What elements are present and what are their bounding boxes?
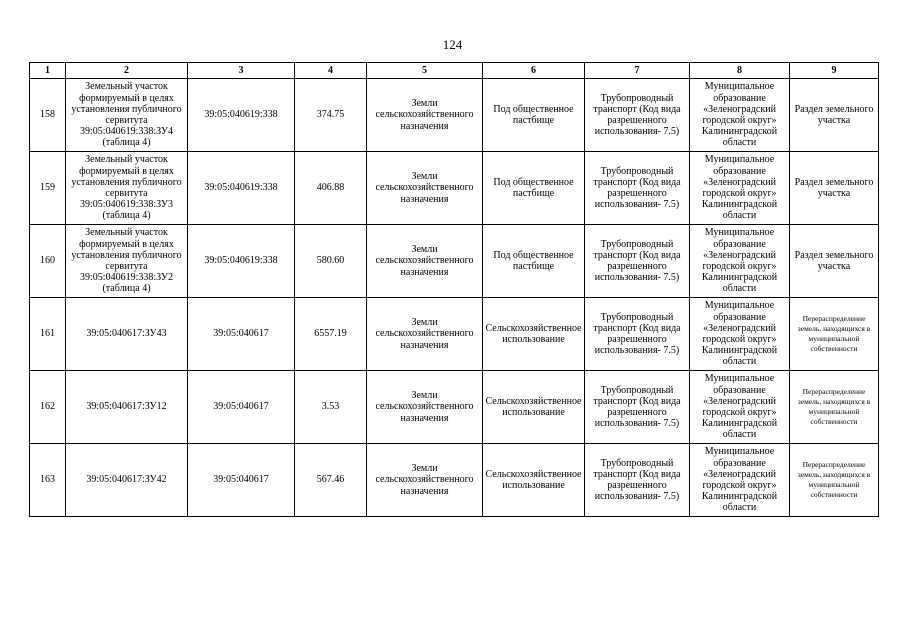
- area-value: 374.75: [295, 79, 367, 152]
- row-number: 159: [30, 152, 66, 225]
- column-header: 2: [66, 63, 188, 79]
- planned-use: Трубопроводный транспорт (Код вида разрешенного использования- 7.5): [585, 298, 690, 371]
- planned-use: Трубопроводный транспорт (Код вида разрешенного использования- 7.5): [585, 371, 690, 444]
- row-number: 158: [30, 79, 66, 152]
- formation-method: Раздел земельного участка: [790, 225, 879, 298]
- plot-description: Земельный участок формируемый в целях установления публичного сервитута 39:05:040619:338:ЗУ2 (таблица 4): [66, 225, 188, 298]
- planned-use: Трубопроводный транспорт (Код вида разрешенного использования- 7.5): [585, 152, 690, 225]
- cadastral-number: 39:05:040617: [188, 444, 295, 517]
- cadastral-number: 39:05:040619:338: [188, 225, 295, 298]
- table-row: [30, 152, 879, 225]
- header-row: [30, 63, 879, 79]
- municipality: Муниципальное образование «Зеленоградский городской округ» Калининградской области: [690, 225, 790, 298]
- land-category: Земли сельскохозяйственного назначения: [367, 298, 483, 371]
- page-number: 124: [442, 37, 463, 52]
- municipality: Муниципальное образование «Зеленоградский городской округ» Калининградской области: [690, 444, 790, 517]
- land-category: Земли сельскохозяйственного назначения: [367, 79, 483, 152]
- municipality: Муниципальное образование «Зеленоградский городской округ» Калининградской области: [690, 298, 790, 371]
- table-row: [30, 225, 879, 298]
- cadastral-number: 39:05:040617: [188, 298, 295, 371]
- land-category: Земли сельскохозяйственного назначения: [367, 444, 483, 517]
- column-header: 5: [367, 63, 483, 79]
- row-number: 161: [30, 298, 66, 371]
- municipality: Муниципальное образование «Зеленоградский городской округ» Калининградской области: [690, 79, 790, 152]
- land-category: Земли сельскохозяйственного назначения: [367, 225, 483, 298]
- area-value: 6557.19: [295, 298, 367, 371]
- cadastral-number: 39:05:040619:338: [188, 79, 295, 152]
- land-category: Земли сельскохозяйственного назначения: [367, 152, 483, 225]
- permitted-use: Под общественное пастбище: [483, 79, 585, 152]
- cadastral-number: 39:05:040617: [188, 371, 295, 444]
- planned-use: Трубопроводный транспорт (Код вида разрешенного использования- 7.5): [585, 79, 690, 152]
- column-header: 4: [295, 63, 367, 79]
- table-row: [30, 444, 879, 517]
- column-header: 3: [188, 63, 295, 79]
- plot-description: Земельный участок формируемый в целях установления публичного сервитута 39:05:040619:338:ЗУ3 (таблица 4): [66, 152, 188, 225]
- plot-description: 39:05:040617:ЗУ43: [66, 298, 188, 371]
- permitted-use: Сельскохозяйственное использование: [483, 444, 585, 517]
- area-value: 580.60: [295, 225, 367, 298]
- formation-method: Раздел земельного участка: [790, 152, 879, 225]
- table-row: [30, 371, 879, 444]
- planned-use: Трубопроводный транспорт (Код вида разрешенного использования- 7.5): [585, 225, 690, 298]
- area-value: 406.88: [295, 152, 367, 225]
- column-header: 1: [30, 63, 66, 79]
- cadastral-number: 39:05:040619:338: [188, 152, 295, 225]
- planned-use: Трубопроводный транспорт (Код вида разрешенного использования- 7.5): [585, 444, 690, 517]
- plot-description: Земельный участок формируемый в целях установления публичного сервитута 39:05:040619:338:ЗУ4 (таблица 4): [66, 79, 188, 152]
- row-number: 163: [30, 444, 66, 517]
- table-row: [30, 298, 879, 371]
- column-header: 6: [483, 63, 585, 79]
- column-header: 8: [690, 63, 790, 79]
- column-header: 7: [585, 63, 690, 79]
- row-number: 160: [30, 225, 66, 298]
- permitted-use: Под общественное пастбище: [483, 152, 585, 225]
- municipality: Муниципальное образование «Зеленоградский городской округ» Калининградской области: [690, 371, 790, 444]
- formation-method: Раздел земельного участка: [790, 79, 879, 152]
- plot-description: 39:05:040617:ЗУ12: [66, 371, 188, 444]
- area-value: 3.53: [295, 371, 367, 444]
- land-category: Земли сельскохозяйственного назначения: [367, 371, 483, 444]
- plot-description: 39:05:040617:ЗУ42: [66, 444, 188, 517]
- permitted-use: Сельскохозяйственное использование: [483, 298, 585, 371]
- formation-method: Перераспределение земель, находящихся в муниципальной собственности: [790, 371, 879, 444]
- column-header: 9: [790, 63, 879, 79]
- land-plots-table: [29, 62, 879, 517]
- permitted-use: Под общественное пастбище: [483, 225, 585, 298]
- row-number: 162: [30, 371, 66, 444]
- area-value: 567.46: [295, 444, 367, 517]
- table-row: [30, 79, 879, 152]
- formation-method: Перераспределение земель, находящихся в муниципальной собственности: [790, 298, 879, 371]
- municipality: Муниципальное образование «Зеленоградский городской округ» Калининградской области: [690, 152, 790, 225]
- formation-method: Перераспределение земель, находящихся в муниципальной собственности: [790, 444, 879, 517]
- permitted-use: Сельскохозяйственное использование: [483, 371, 585, 444]
